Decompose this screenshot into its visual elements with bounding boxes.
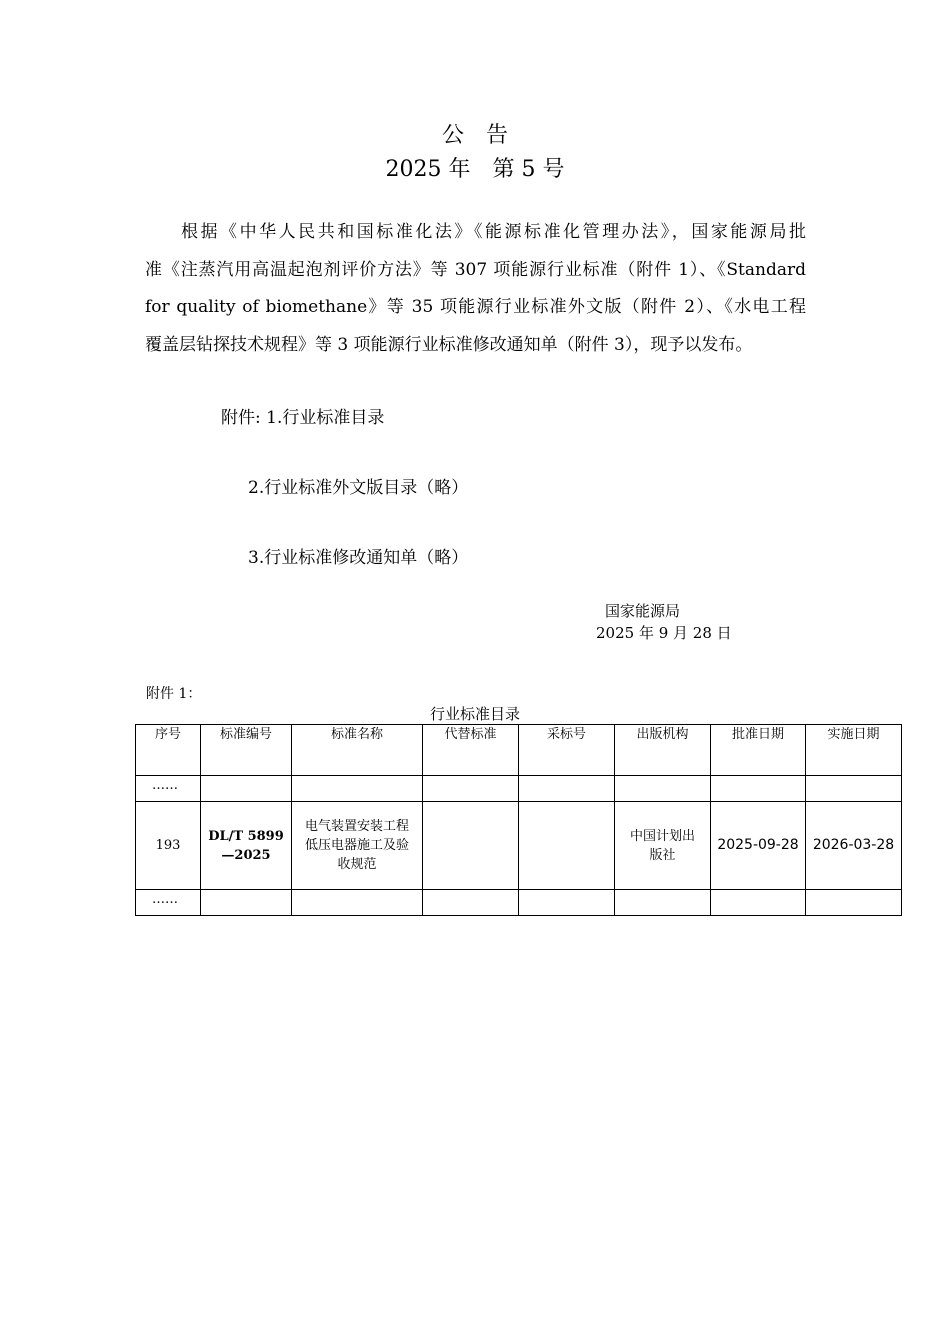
body-line: 根据《中华人民共和国标准化法》《能源标准化管理办法》，国家能源局批 [181, 222, 806, 242]
header-publisher: 出版机构 [615, 725, 711, 776]
table-title: 行业标准目录 [429, 705, 520, 723]
body-line: 覆盖层钻探技术规程》等 3 项能源行业标准修改通知单（附件 3），现予以发布。 [145, 335, 753, 355]
attachment-2: 2.行业标准外文版目录（略） [248, 478, 469, 498]
ellipsis-cell: …… [136, 776, 201, 802]
cell-adopted [519, 802, 615, 890]
signature-date: 2025 年 9 月 28 日 [596, 624, 732, 642]
body-line: 准《注蒸汽用高温起泡剂评价方法》等 307 项能源行业标准（附件 1）、《Standard [145, 260, 806, 280]
header-code: 标准编号 [201, 725, 292, 776]
header-name: 标准名称 [292, 725, 423, 776]
cell-effective: 2026-03-28 [806, 802, 902, 890]
code-line-1: DL/T 5899 [208, 828, 284, 844]
signature-org: 国家能源局 [605, 602, 681, 620]
table-row [136, 890, 902, 916]
header-seq: 序号 [136, 725, 201, 776]
attachment-1: 附件: 1.行业标准目录 [221, 408, 385, 428]
appendix-label: 附件 1： [146, 686, 202, 702]
code-line-2: —2025 [221, 847, 271, 863]
header-replaced: 代替标准 [423, 725, 519, 776]
cell-publisher: 中国计划出版社 [615, 802, 711, 890]
table-row [136, 802, 902, 890]
header-effective: 实施日期 [806, 725, 902, 776]
cell-name: 电气装置安装工程 低压电器施工及验收规范 [292, 802, 423, 890]
notice-number: 2025 年 第 5 号 [385, 157, 565, 182]
cell-code [201, 802, 292, 890]
header-adopted: 采标号 [519, 725, 615, 776]
cell-seq: 193 [136, 802, 201, 890]
notice-title: 公 告 [441, 123, 508, 148]
table-row [136, 776, 902, 802]
cell-replaced [423, 802, 519, 890]
attachment-3: 3.行业标准修改通知单（略） [248, 548, 469, 568]
body-line: for quality of biomethane》等 35 项能源行业标准外文版（附件 2）、《水电工程 [145, 297, 806, 317]
ellipsis-cell: …… [136, 890, 201, 916]
standards-table [135, 724, 902, 916]
cell-approved: 2025-09-28 [711, 802, 806, 890]
header-approved: 批准日期 [711, 725, 806, 776]
table-header-row [136, 725, 902, 776]
